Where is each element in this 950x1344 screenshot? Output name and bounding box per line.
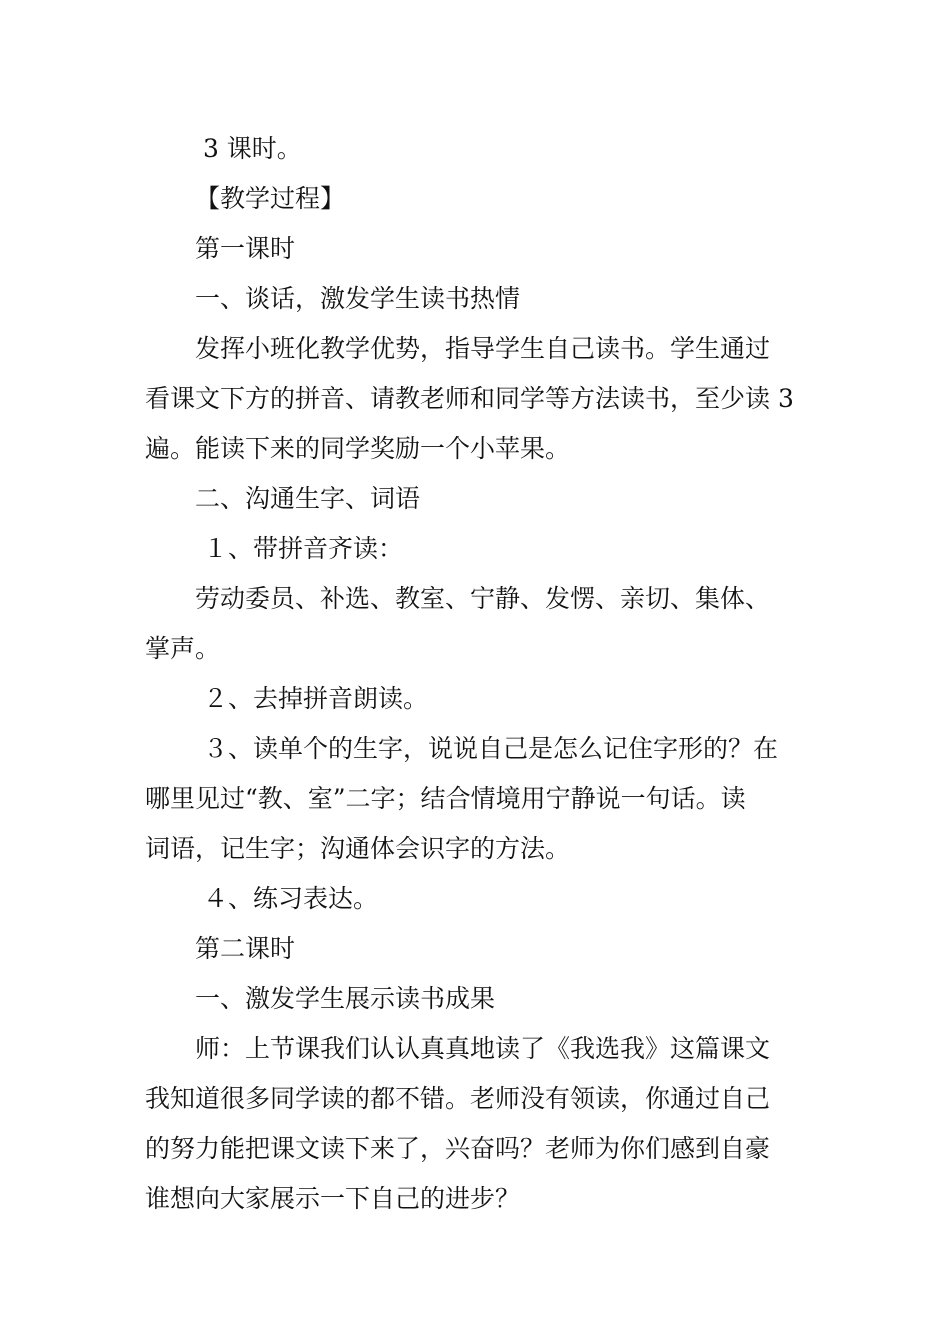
step-heading: 一、谈话，激发学生读书热情 bbox=[195, 284, 521, 313]
list-item: ２、去掉拼音朗读。 bbox=[195, 684, 428, 713]
lesson-heading-second: 第二课时 bbox=[195, 934, 296, 963]
step-heading: 一、激发学生展示读书成果 bbox=[195, 984, 496, 1013]
list-item: ４、练习表达。 bbox=[195, 884, 378, 913]
section-heading-teaching-process: 【教学过程】 bbox=[195, 184, 346, 213]
list-item: １、带拼音齐读： bbox=[195, 534, 403, 563]
list-item: ３、读单个的生字，说说自己是怎么记住字形的？在 bbox=[195, 734, 778, 763]
paragraph-line: 掌声。 bbox=[145, 634, 221, 663]
paragraph-line: 看课文下方的拼音、请教老师和同学等方法读书，至少读 3 bbox=[145, 384, 794, 413]
paragraph-line: 发挥小班化教学优势，指导学生自己读书。学生通过 bbox=[195, 334, 771, 363]
paragraph-line: 哪里见过“教、室”二字；结合情境用宁静说一句话。读 bbox=[145, 784, 746, 813]
paragraph-line: 我知道很多同学读的都不错。老师没有领读，你通过自己 bbox=[145, 1084, 771, 1113]
lesson-heading-first: 第一课时 bbox=[195, 234, 296, 263]
paragraph-line: 谁想向大家展示一下自己的进步？ bbox=[145, 1184, 521, 1213]
step-heading: 二、沟通生字、词语 bbox=[195, 484, 421, 513]
paragraph-line: 遍。能读下来的同学奖励一个小苹果。 bbox=[145, 434, 571, 463]
text-line-class-hours: 3 课时。 bbox=[195, 134, 302, 163]
paragraph-line: 劳动委员、补选、教室、宁静、发愣、亲切、集体、 bbox=[195, 584, 771, 613]
paragraph-line: 的努力能把课文读下来了，兴奋吗？老师为你们感到自豪 bbox=[145, 1134, 771, 1163]
paragraph-line: 词语，记生字；沟通体会识字的方法。 bbox=[145, 834, 571, 863]
paragraph-line: 师：上节课我们认认真真地读了《我选我》这篇课文 bbox=[195, 1034, 771, 1063]
